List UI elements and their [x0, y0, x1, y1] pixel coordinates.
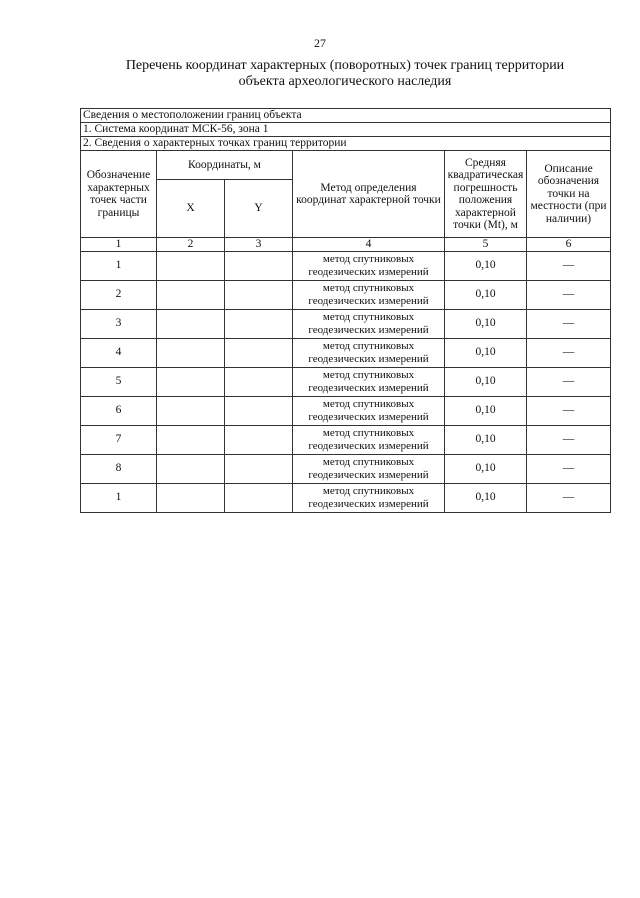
cell-point: 4	[81, 338, 157, 367]
column-number: 5	[445, 238, 527, 252]
cell-y	[225, 251, 293, 280]
table-row	[81, 309, 611, 338]
cell-x	[157, 251, 225, 280]
cell-description: —	[527, 396, 611, 425]
cell-error: 0,10	[445, 280, 527, 309]
cell-error: 0,10	[445, 454, 527, 483]
table-row	[81, 454, 611, 483]
cell-y	[225, 425, 293, 454]
cell-method: метод спутниковых геодезических измерений	[293, 251, 445, 280]
cell-method: метод спутниковых геодезических измерений	[293, 483, 445, 512]
cell-x	[157, 338, 225, 367]
cell-x	[157, 483, 225, 512]
column-number: 2	[157, 238, 225, 252]
header-method: Метод определения координат характерной точки	[293, 151, 445, 238]
section-points-heading: 2. Сведения о характерных точках границ территории	[81, 137, 611, 151]
cell-y	[225, 367, 293, 396]
table-row	[81, 425, 611, 454]
cell-x	[157, 309, 225, 338]
cell-y	[225, 454, 293, 483]
cell-error: 0,10	[445, 483, 527, 512]
column-number: 3	[225, 238, 293, 252]
cell-method: метод спутниковых геодезических измерений	[293, 280, 445, 309]
cell-y	[225, 483, 293, 512]
cell-x	[157, 367, 225, 396]
cell-method: метод спутниковых геодезических измерений	[293, 396, 445, 425]
cell-error: 0,10	[445, 309, 527, 338]
header-coordinates: Координаты, м	[157, 151, 293, 180]
cell-description: —	[527, 483, 611, 512]
cell-description: —	[527, 425, 611, 454]
cell-point: 1	[81, 251, 157, 280]
cell-x	[157, 425, 225, 454]
cell-point: 8	[81, 454, 157, 483]
table-row	[81, 251, 611, 280]
cell-error: 0,10	[445, 338, 527, 367]
cell-y	[225, 309, 293, 338]
cell-method: метод спутниковых геодезических измерений	[293, 338, 445, 367]
cell-point: 6	[81, 396, 157, 425]
cell-error: 0,10	[445, 367, 527, 396]
cell-point: 2	[81, 280, 157, 309]
cell-point: 5	[81, 367, 157, 396]
cell-method: метод спутниковых геодезических измерений	[293, 309, 445, 338]
header-mean-error: Средняя квадратическая погрешность положения характерной точки (Mt), м	[445, 151, 527, 238]
cell-method: метод спутниковых геодезических измерений	[293, 367, 445, 396]
header-point-designation: Обозначение характерных точек части границы	[81, 151, 157, 238]
table-row	[81, 280, 611, 309]
section-location-heading: Сведения о местоположении границ объекта	[81, 109, 611, 123]
cell-error: 0,10	[445, 396, 527, 425]
cell-point: 3	[81, 309, 157, 338]
cell-description: —	[527, 367, 611, 396]
cell-description: —	[527, 251, 611, 280]
cell-x	[157, 396, 225, 425]
column-number: 6	[527, 238, 611, 252]
cell-description: —	[527, 338, 611, 367]
table-row	[81, 396, 611, 425]
header-y: Y	[225, 180, 293, 238]
cell-error: 0,10	[445, 251, 527, 280]
cell-point: 7	[81, 425, 157, 454]
cell-description: —	[527, 309, 611, 338]
cell-error: 0,10	[445, 425, 527, 454]
cell-x	[157, 454, 225, 483]
table-row	[81, 483, 611, 512]
header-x: X	[157, 180, 225, 238]
cell-description: —	[527, 454, 611, 483]
section-coordinate-system: 1. Система координат МСК-56, зона 1	[81, 123, 611, 137]
title-line-1: Перечень координат характерных (поворотных) точек границ территории	[125, 58, 565, 73]
cell-y	[225, 280, 293, 309]
header-description: Описание обозначения точки на местности (при наличии)	[527, 151, 611, 238]
cell-description: —	[527, 280, 611, 309]
cell-y	[225, 338, 293, 367]
cell-method: метод спутниковых геодезических измерений	[293, 454, 445, 483]
document-title	[80, 58, 610, 90]
column-number: 1	[81, 238, 157, 252]
cell-x	[157, 280, 225, 309]
cell-point: 1	[81, 483, 157, 512]
cell-y	[225, 396, 293, 425]
column-number: 4	[293, 238, 445, 252]
table-row	[81, 338, 611, 367]
title-line-2: объекта археологического наследия	[238, 74, 452, 89]
cell-method: метод спутниковых геодезических измерений	[293, 425, 445, 454]
coordinates-table	[80, 108, 611, 513]
page-number: 27	[314, 36, 326, 50]
table-row	[81, 367, 611, 396]
